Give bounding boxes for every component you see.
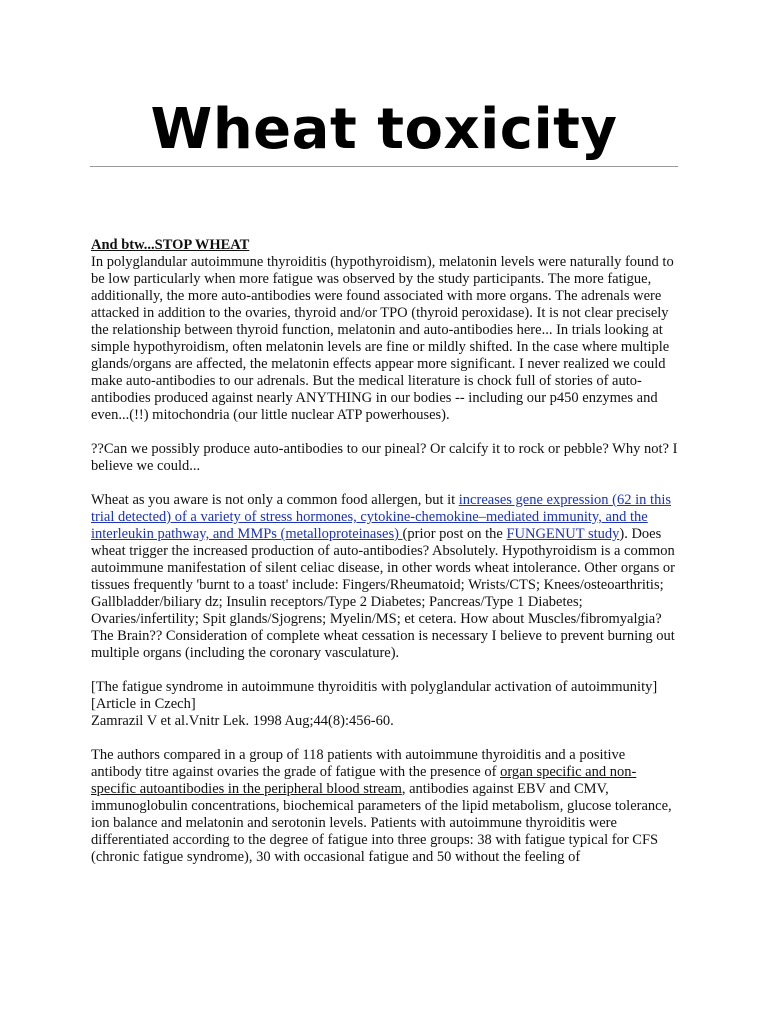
document-body xyxy=(91,237,679,883)
paragraph-wheat-mid: (prior post on the xyxy=(402,526,507,542)
citation-reference: Zamrazil V et al.Vnitr Lek. 1998 Aug;44(8):456-60. xyxy=(91,713,394,729)
document-title: Wheat toxicity xyxy=(150,97,618,162)
abstract-rest: , antibodies against EBV and CMV, immunoglobulin concentrations, biochemical parameters of the lipid metabolism, glucose tolerance, ion balance and melatonin and serotonin levels. Patients with autoimmune thyroiditis were differentiated according to the degree of fatigue into three groups: 38 with fatigue typical for CFS (chronic fatigue syndrome), 30 with occasional fatigue and 50 without the feeling of xyxy=(91,781,672,865)
gene-expression-link[interactable]: increases gene expression (62 in this trial detected) of a variety of stress hormones, cytokine-chemokine–mediated immunity, and the interleukin pathway, and MMPs (metalloproteinases) xyxy=(91,492,671,542)
abstract-intro: The authors compared in a group of 118 patients with autoimmune thyroiditis and a positive antibody titre against ovaries the grade of fatigue with the presence of xyxy=(91,747,626,780)
paragraph-polyglandular: In polyglandular autoimmune thyroiditis (hypothyroidism), melatonin levels were naturally found to be low particularly when more fatigue was observed by the study participants. The more fatigue, additionally, the more auto-antibodies were found associated with more organs. The adrenals were attacked in addition to the ovaries, thyroid and/or TPO (thyroid peroxidase). It is not clear precisely the relationship between thyroid function, melatonin and auto-antibodies here... In trials looking at simple hypothyroidism, often melatonin levels are fine or mildly shifted. In the case where multiple glands/organs are affected, the melatonin effects appear more significant. I never realized we could make auto-antibodies to our adrenals. But the medical literature is chock full of stories of auto-antibodies produced against nearly ANYTHING in our bodies -- including our p450 enzymes and even...(!!) mitochondria (our little nuclear ATP powerhouses). xyxy=(91,254,674,423)
paragraph-wheat xyxy=(91,492,679,662)
citation-title: [The fatigue syndrome in autoimmune thyroiditis with polyglandular activation of autoimmunity][Article in Czech] xyxy=(91,679,658,712)
autoantibodies-underlined: organ specific and non-specific autoantibodies in the peripheral blood stream xyxy=(91,764,637,797)
fungenut-study-link[interactable]: FUNGENUT study xyxy=(506,526,620,542)
paragraph-pineal-question: ??Can we possibly produce auto-antibodies to our pineal? Or calcify it to rock or pebble? Why not? I believe we could... xyxy=(91,441,678,474)
paragraph-wheat-rest: ). Does wheat trigger the increased production of auto-antibodies? Absolutely. Hypothyroidism is a common autoimmune manifestation of silent celiac disease, in other words wheat intolerance. Other organs or tissues frequently 'burnt to a toast' include: Fingers/Rheumatoid; Wrists/CTS; Knees/osteoarthritis; Gallbladder/biliary dz; Insulin receptors/Type 2 Diabetes; Pancreas/Type 1 Diabetes; Ovaries/infertility; Spit glands/Sjogrens; Myelin/MS; et cetera. How about Muscles/fibromyalgia? The Brain?? Consideration of complete wheat cessation is necessary I believe to prevent burning out multiple organs (including the coronary vasculature). xyxy=(91,526,675,661)
paragraph-study-abstract xyxy=(91,747,679,866)
citation xyxy=(91,679,679,730)
section-heading: And btw...STOP WHEAT xyxy=(91,237,250,253)
title-divider xyxy=(90,166,678,167)
paragraph-wheat-intro: Wheat as you aware is not only a common food allergen, but it xyxy=(91,492,459,508)
